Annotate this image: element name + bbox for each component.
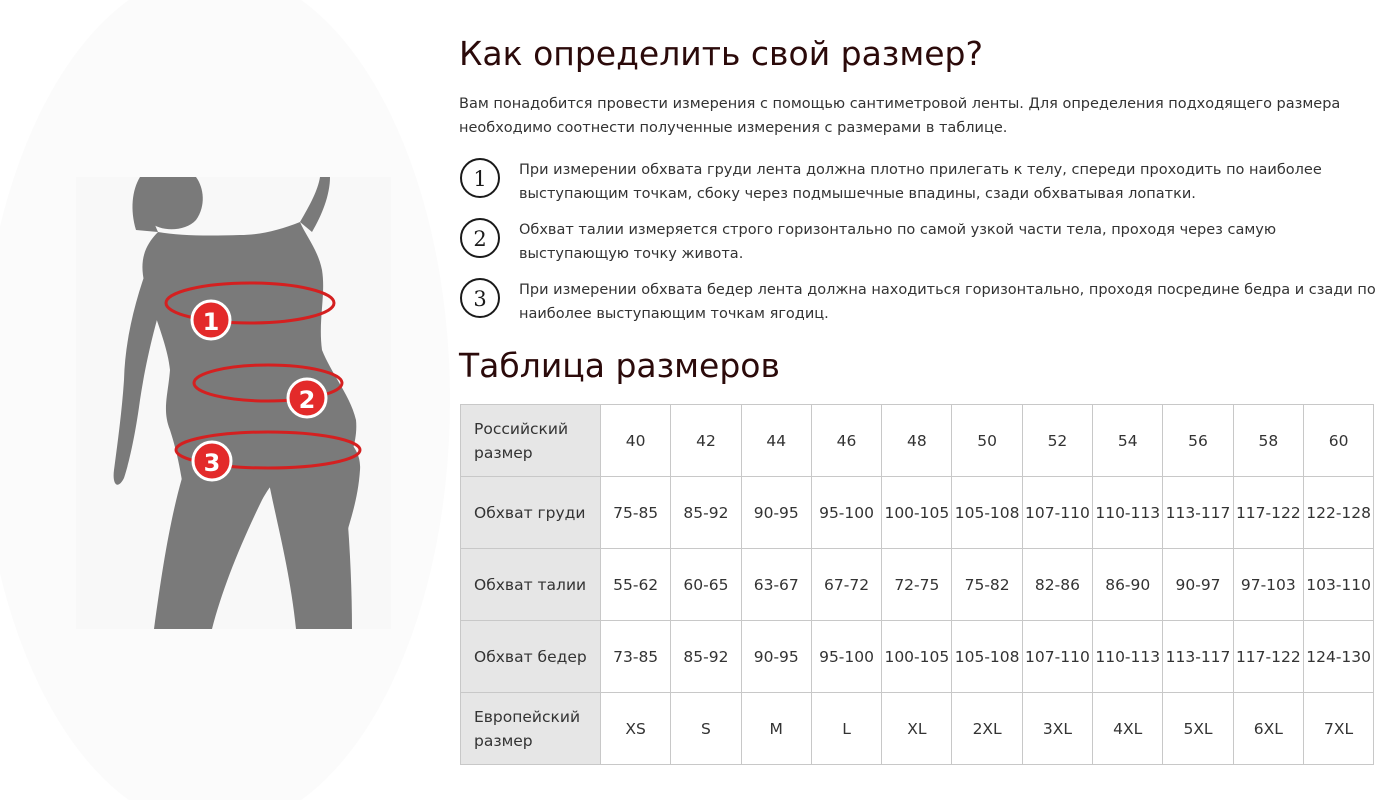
- table-row: [461, 693, 1374, 765]
- row-label: Обхват бедер: [461, 621, 601, 693]
- page-title: Как определить свой размер?: [459, 34, 984, 73]
- table-cell: 63-67: [741, 549, 811, 621]
- step-2: [459, 218, 1379, 278]
- table-cell: 60-65: [671, 549, 741, 621]
- table-cell: XL: [882, 693, 952, 765]
- table-cell: 124-130: [1303, 621, 1373, 693]
- table-cell: 105-108: [952, 621, 1022, 693]
- table-cell: 82-86: [1022, 549, 1092, 621]
- table-cell: 107-110: [1022, 621, 1092, 693]
- table-row: [461, 549, 1374, 621]
- table-cell: 72-75: [882, 549, 952, 621]
- table-cell: M: [741, 693, 811, 765]
- row-label: Обхват груди: [461, 477, 601, 549]
- table-cell: 90-95: [741, 621, 811, 693]
- table-cell: 122-128: [1303, 477, 1373, 549]
- table-cell: 7XL: [1303, 693, 1373, 765]
- measurement-steps: [459, 158, 1379, 338]
- table-cell: 110-113: [1093, 477, 1163, 549]
- table-cell: 113-117: [1163, 477, 1233, 549]
- table-row: [461, 405, 1374, 477]
- table-cell: L: [811, 693, 881, 765]
- table-row: [461, 477, 1374, 549]
- step-number-icon: 2: [460, 218, 500, 258]
- table-cell: 95-100: [811, 621, 881, 693]
- table-cell: 117-122: [1233, 621, 1303, 693]
- svg-text:2: 2: [298, 386, 316, 414]
- table-cell: 105-108: [952, 477, 1022, 549]
- step-text: При измерении обхвата груди лента должна плотно прилегать к телу, спереди проходить по наиболее выступающим точкам, сбоку через подмышечные впадины, сзади обхватывая лопатки.: [519, 162, 1322, 202]
- table-cell: 56: [1163, 405, 1233, 477]
- illustration-svg: [0, 0, 450, 800]
- table-title: Таблица размеров: [459, 346, 780, 385]
- table-cell: 73-85: [601, 621, 671, 693]
- table-cell: 5XL: [1163, 693, 1233, 765]
- table-cell: 107-110: [1022, 477, 1092, 549]
- table-cell: 6XL: [1233, 693, 1303, 765]
- step-text: Обхват талии измеряется строго горизонтально по самой узкой части тела, проходя через самую выступающую точку живота.: [519, 222, 1277, 262]
- size-table: [460, 404, 1374, 765]
- table-cell: 3XL: [1022, 693, 1092, 765]
- table-cell: 54: [1093, 405, 1163, 477]
- svg-text:3: 3: [203, 449, 221, 477]
- table-cell: 90-95: [741, 477, 811, 549]
- table-cell: 75-82: [952, 549, 1022, 621]
- table-cell: 58: [1233, 405, 1303, 477]
- table-cell: 46: [811, 405, 881, 477]
- table-cell: 117-122: [1233, 477, 1303, 549]
- table-cell: 113-117: [1163, 621, 1233, 693]
- table-cell: 85-92: [671, 477, 741, 549]
- table-cell: 4XL: [1093, 693, 1163, 765]
- table-cell: 42: [671, 405, 741, 477]
- table-cell: 67-72: [811, 549, 881, 621]
- marker-2: [288, 379, 326, 417]
- step-1: [459, 158, 1379, 218]
- table-cell: 75-85: [601, 477, 671, 549]
- table-cell: 52: [1022, 405, 1092, 477]
- table-cell: 90-97: [1163, 549, 1233, 621]
- table-cell: 44: [741, 405, 811, 477]
- table-cell: 2XL: [952, 693, 1022, 765]
- table-cell: 86-90: [1093, 549, 1163, 621]
- step-text: При измерении обхвата бедер лента должна находиться горизонтально, проходя посредине бедра и сзади по наиболее выступающим точкам ягодиц.: [519, 282, 1376, 322]
- table-cell: 97-103: [1233, 549, 1303, 621]
- marker-1: [192, 301, 230, 339]
- step-3: [459, 278, 1379, 338]
- table-cell: 103-110: [1303, 549, 1373, 621]
- table-cell: 100-105: [882, 621, 952, 693]
- row-label: Обхват талии: [461, 549, 601, 621]
- table-cell: S: [671, 693, 741, 765]
- table-cell: 40: [601, 405, 671, 477]
- table-row: [461, 621, 1374, 693]
- table-cell: XS: [601, 693, 671, 765]
- table-cell: 60: [1303, 405, 1373, 477]
- table-cell: 100-105: [882, 477, 952, 549]
- table-cell: 85-92: [671, 621, 741, 693]
- table-cell: 48: [882, 405, 952, 477]
- table-cell: 110-113: [1093, 621, 1163, 693]
- intro-text: Вам понадобится провести измерения с помощью сантиметровой ленты. Для определения подходящего размера необходимо соотнести полученные измерения с размерами в таблице.: [459, 96, 1341, 136]
- row-label: Европейский размер: [461, 693, 601, 765]
- row-label: Российский размер: [461, 405, 601, 477]
- table-cell: 95-100: [811, 477, 881, 549]
- table-cell: 50: [952, 405, 1022, 477]
- marker-3: [193, 442, 231, 480]
- body-measurement-illustration: [0, 0, 450, 800]
- step-number-icon: 1: [460, 158, 500, 198]
- step-number-icon: 3: [460, 278, 500, 318]
- svg-text:1: 1: [202, 308, 220, 336]
- table-cell: 55-62: [601, 549, 671, 621]
